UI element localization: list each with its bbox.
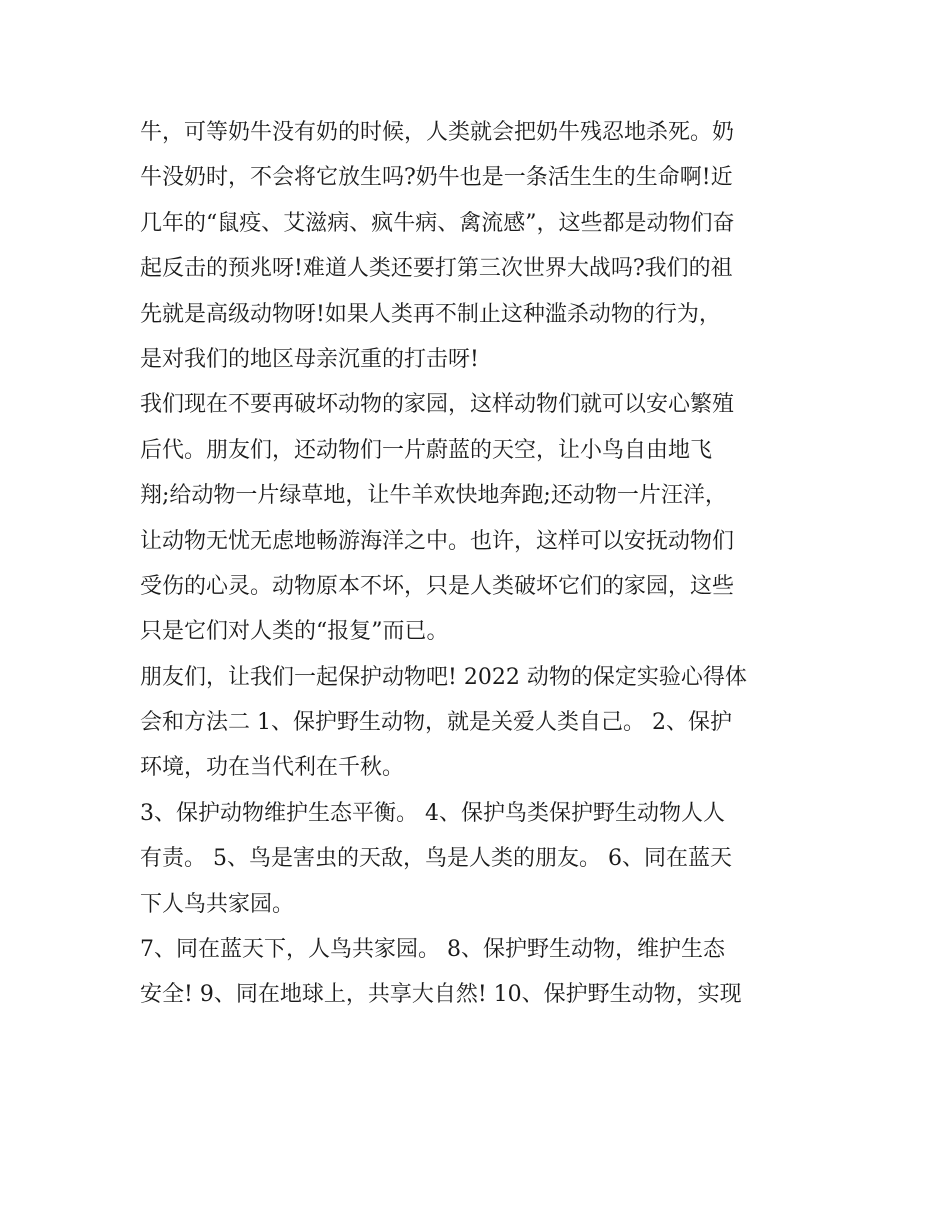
- text-line: 会和方法二 1、保护野生动物，就是关爱人类自己。 2、保护: [140, 710, 732, 736]
- text-line: 让动物无忧无虑地畅游海洋之中。也许，这样可以安抚动物们: [140, 528, 735, 554]
- text-line: 先就是高级动物呀!如果人类再不制止这种滥杀动物的行为，: [140, 301, 721, 327]
- text-line: 环境，功在当代利在千秋。: [140, 755, 405, 781]
- text-line: 只是它们对人类的“报复”而已。: [140, 619, 449, 645]
- document-body: [140, 110, 820, 1018]
- text-line: 几年的“鼠疫、艾滋病、疯牛病、禽流感”，这些都是动物们奋: [140, 210, 735, 236]
- text-line: 3、保护动物维护生态平衡。 4、保护鸟类保护野生动物人人: [140, 800, 725, 826]
- text-line: 后代。朋友们，还动物们一片蔚蓝的天空，让小鸟自由地飞: [140, 437, 713, 463]
- text-line: 翔;给动物一片绿草地，让牛羊欢快地奔跑;还动物一片汪洋，: [140, 483, 727, 509]
- text-line: 是对我们的地区母亲沉重的打击呀!: [140, 346, 479, 372]
- text-line: 我们现在不要再破坏动物的家园，这样动物们就可以安心繁殖: [140, 392, 735, 418]
- text-line: 起反击的预兆呀!难道人类还要打第三次世界大战吗?我们的祖: [140, 256, 733, 282]
- text-line: 安全! 9、同在地球上，共享大自然! 10、保护野生动物，实现: [140, 982, 742, 1008]
- text-line: 7、同在蓝天下，人鸟共家园。 8、保护野生动物，维护生态: [140, 937, 725, 963]
- text-line: 下人鸟共家园。: [140, 891, 295, 917]
- text-line: 朋友们，让我们一起保护动物吧! 2022 动物的保定实验心得体: [140, 664, 747, 690]
- text-line: 牛，可等奶牛没有奶的时候，人类就会把奶牛残忍地杀死。奶: [140, 120, 735, 145]
- text-line: 有责。 5、鸟是害虫的天敌，鸟是人类的朋友。 6、同在蓝天: [140, 846, 732, 872]
- text-line: 牛没奶时，不会将它放生吗?奶牛也是一条活生生的生命啊!近: [140, 165, 733, 191]
- text-line: 受伤的心灵。动物原本不坏，只是人类破坏它们的家园，这些: [140, 573, 735, 599]
